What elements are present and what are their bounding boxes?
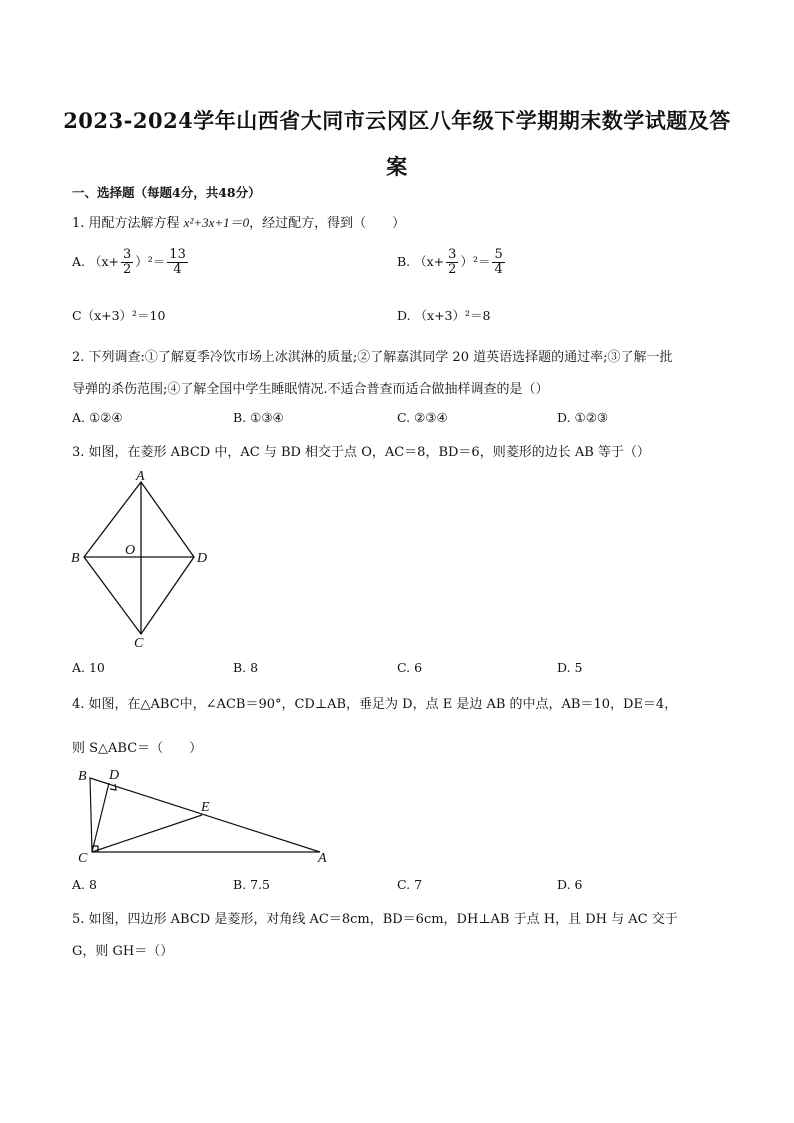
q3-option-b: B. 8 [233, 660, 259, 675]
section-heading: 一、选择题（每题4分，共48分） [72, 185, 261, 200]
q4-option-b: B. 7.5 [233, 877, 271, 892]
q3-option-c: C. 6 [397, 660, 423, 675]
label-o: O [125, 543, 136, 558]
q2-line-2: 导弹的杀伤范围;④了解全国中学生睡眠情况.不适合普查而适合做抽样调查的是（） [72, 382, 549, 397]
q2-option-c: C. ②③④ [397, 410, 448, 425]
label-d: D [197, 551, 208, 566]
q1-a-prefix: A. （x+ [72, 254, 119, 269]
label-e: E [201, 800, 210, 815]
label-c: C [78, 851, 88, 866]
altitude-cd [92, 783, 109, 852]
q1-b-rhs-den: 4 [494, 262, 503, 277]
q1-b-den: 2 [448, 262, 457, 277]
q3-option-d: D. 5 [557, 660, 583, 675]
label-a: A [136, 469, 145, 484]
q1-stem-text: 1. 用配方法解方程 [72, 216, 184, 231]
q1-b-num: 3 [448, 247, 457, 262]
q1-b-rhs-fraction [492, 248, 504, 277]
label-b: B [78, 769, 87, 784]
q1-a-den: 2 [123, 262, 132, 277]
q4-option-a: A. 8 [72, 877, 97, 892]
rhombus-figure [66, 466, 216, 650]
q1-a-fraction [121, 248, 133, 277]
q4-line-1: 4. 如图，在△ABC中，∠ACB＝90°，CD⊥AB，垂足为 D，点 E 是边 AB 的中点，AB＝10，DE＝4， [72, 697, 678, 712]
q1-stem [72, 212, 405, 231]
triangle-figure [72, 766, 342, 866]
label-d: D [109, 768, 120, 783]
q1-a-rhs-fraction [167, 248, 188, 277]
q2-option-d: D. ①②③ [557, 410, 609, 425]
q4-line-2: 则 S△ABC＝（ ） [72, 741, 203, 756]
q3-option-a: A. 10 [72, 660, 105, 675]
q2-line-1: 2. 下列调查:①了解夏季冷饮市场上冰淇淋的质量;②了解嘉淇同学 20 道英语选择题的通过率;③了解一批 [72, 350, 673, 365]
q1-option-d: D. （x+3）²＝8 [397, 308, 491, 323]
q1-a-rhs-num: 13 [169, 247, 186, 262]
q1-stem-tail: ，经过配方，得到（ ） [249, 216, 406, 231]
q4-option-d: D. 6 [557, 877, 583, 892]
q2-option-a: A. ①②④ [72, 410, 123, 425]
title-line-1: 2023-2024学年山西省大同市云冈区八年级下学期期末数学试题及答 [63, 108, 731, 133]
q1-option-b [397, 248, 507, 277]
q1-b-fraction [446, 248, 458, 277]
q1-option-c: C（x+3）²＝10 [72, 308, 166, 323]
median-ce [92, 815, 202, 852]
label-c: C [134, 636, 144, 650]
page-title [60, 98, 734, 190]
q1-b-mid: ）²＝ [460, 254, 491, 269]
label-b: B [71, 551, 80, 566]
rhombus-outline [84, 482, 194, 634]
q5-line-2: G，则 GH＝（） [72, 944, 174, 959]
q1-b-prefix: B. （x+ [397, 254, 445, 269]
q1-option-a [72, 248, 190, 277]
q4-option-c: C. 7 [397, 877, 423, 892]
q1-b-rhs-num: 5 [494, 247, 503, 262]
q2-option-b: B. ①③④ [233, 410, 284, 425]
q5-line-1: 5. 如图，四边形 ABCD 是菱形，对角线 AC＝8cm，BD＝6cm，DH⊥AB 于点 H，且 DH 与 AC 交于 [72, 912, 678, 927]
q3-stem: 3. 如图，在菱形 ABCD 中，AC 与 BD 相交于点 O，AC＝8，BD＝6，则菱形的边长 AB 等于（） [72, 445, 650, 460]
q1-equation: x²+3x+1＝0 [183, 215, 250, 230]
title-line-2: 案 [386, 154, 408, 179]
label-a: A [318, 851, 327, 866]
q1-a-num: 3 [123, 247, 132, 262]
q1-a-rhs-den: 4 [173, 262, 182, 277]
q1-a-mid: ）²＝ [135, 254, 166, 269]
